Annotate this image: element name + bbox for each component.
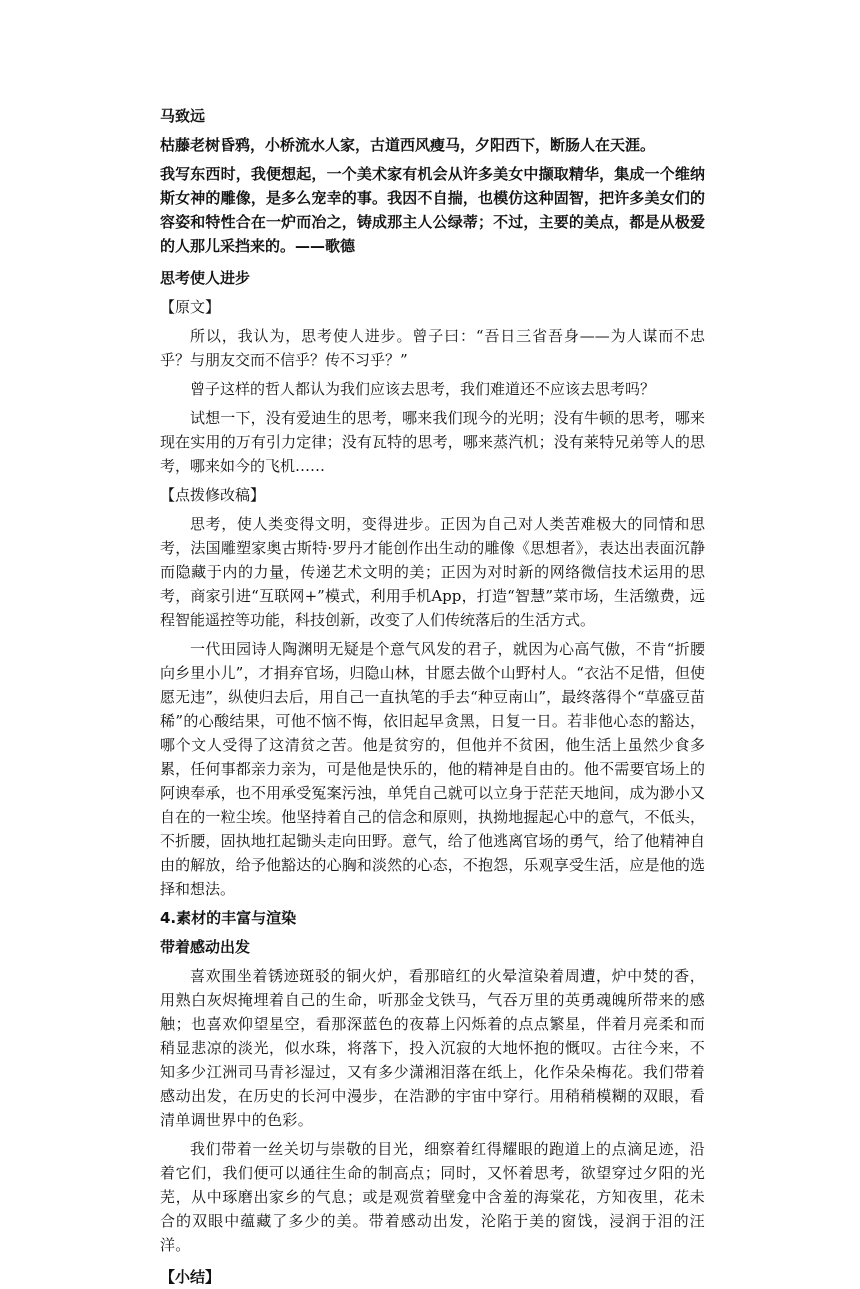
section-heading-materials: 4.素材的丰富与渲染 bbox=[160, 909, 297, 927]
original-paragraph-1: 所以，我认为，思考使人进步。曾子曰：“吾日三省吾身——为人谋而不忠乎？与朋友交而不信乎？传不习乎？” bbox=[160, 327, 705, 369]
section-subheading-emotion: 带着感动出发 bbox=[160, 938, 251, 956]
original-paragraph-3: 试想一下，没有爱迪生的思考，哪来我们现今的光明；没有牛顿的思考，哪来现在实用的万有引力定律；没有瓦特的思考，哪来蒸汽机；没有莱特兄弟等人的思考，哪来如今的飞机…… bbox=[160, 409, 705, 475]
revision-label: 【点拨修改稿】 bbox=[160, 486, 266, 504]
section-heading-thinking: 思考使人进步 bbox=[160, 269, 251, 287]
revision-paragraph-1: 思考，使人类变得文明，变得进步。正因为自己对人类苦难极大的同情和思考，法国雕塑家奥古斯特·罗丹才能创作出生动的雕像《思想者》，表达出表面沉静而隐藏于内的力量，传递艺术文明的美；正因为对时新的网络微信技术运用的思考，商家引进“互联网+”模式，利用手机App，打造“智慧”菜市场，生活缴费，远程智能遥控等功能，科技创新，改变了人们传统落后的生活方式。 bbox=[160, 515, 705, 629]
goethe-quote: 我写东西时，我便想起，一个美术家有机会从许多美女中撷取精华，集成一个维纳斯女神的雕像，是多么宠幸的事。我因不自揣，也模仿这种固智，把许多美女们的容姿和特性合在一炉而冶之，铸成那主人公绿蒂；不过，主要的美点，都是从极爱的人那儿采挡来的。——歌德 bbox=[160, 165, 705, 255]
poem-author: 马致远 bbox=[160, 107, 206, 125]
poem-text: 枯藤老树昏鸦，小桥流水人家，古道西风瘦马，夕阳西下，断肠人在天涯。 bbox=[160, 136, 656, 154]
emotion-paragraph-1: 喜欢围坐着锈迹斑驳的铜火炉，看那暗红的火晕渲染着周遭，炉中焚的香，用熟白灰烬掩埋着自己的生命，听那金戈铁马，气吞万里的英勇魂魄所带来的感触；也喜欢仰望星空，看那深蓝色的夜幕上闪烁着的点点繁星，伴着月亮柔和而稍显悲凉的淡光，似水珠，将落下，投入沉寂的大地怀抱的慨叹。古往今来，不知多少江洲司马青衫湿过，又有多少潇湘泪落在纸上，化作朵朵梅花。我们带着感动出发，在历史的长河中漫步，在浩渺的宇宙中穿行。用稍稍模糊的双眼，看清单调世界中的色彩。 bbox=[160, 967, 705, 1129]
document-body bbox=[160, 104, 705, 1289]
emotion-paragraph-2: 我们带着一丝关切与崇敬的目光，细察着红得耀眼的跑道上的点滴足迹，沿着它们，我们便可以通往生命的制高点；同时，又怀着思考，欲望穿过夕阳的光芜，从中琢磨出家乡的气息；或是观赏着壁龛中含羞的海棠花，方知夜里，花未合的双眼中蕴藏了多少的美。带着感动出发，沦陷于美的窗饯，浸润于泪的汪洋。 bbox=[160, 1140, 705, 1254]
revision-paragraph-2: 一代田园诗人陶渊明无疑是个意气风发的君子，就因为心高气傲，不肯“折腰向乡里小儿”，才捐弃官场，归隐山林，甘愿去做个山野村人。“衣沾不足惜，但使愿无违”，纵使归去后，用自己一直执笔的手去“种豆南山”，最终落得个“草盛豆苗稀”的心酸结果，可他不恼不悔，依旧起早贪黑，日复一日。若非他心态的豁达，哪个文人受得了这清贫之苦。他是贫穷的，但他并不贫困，他生活上虽然少食多累，任何事都亲力亲为，可是他是快乐的，他的精神是自由的。他不需要官场上的阿谀奉承，也不用承受冤案污浊，单凭自己就可以立身于茫茫天地间，成为渺小又自在的一粒尘埃。他坚持着自己的信念和原则，执拗地握起心中的意气，不低头，不折腰，固执地扛起锄头走向田野。意气，给了他逃离官场的勇气，给了他精神自由的解放，给予他豁达的心胸和淡然的心态，不抱怨，乐观享受生活，应是他的选择和想法。 bbox=[160, 640, 705, 898]
original-label: 【原文】 bbox=[160, 298, 221, 316]
summary-label: 【小结】 bbox=[160, 1268, 221, 1286]
original-paragraph-2: 曾子这样的哲人都认为我们应该去思考，我们难道还不应该去思考吗？ bbox=[190, 380, 656, 398]
